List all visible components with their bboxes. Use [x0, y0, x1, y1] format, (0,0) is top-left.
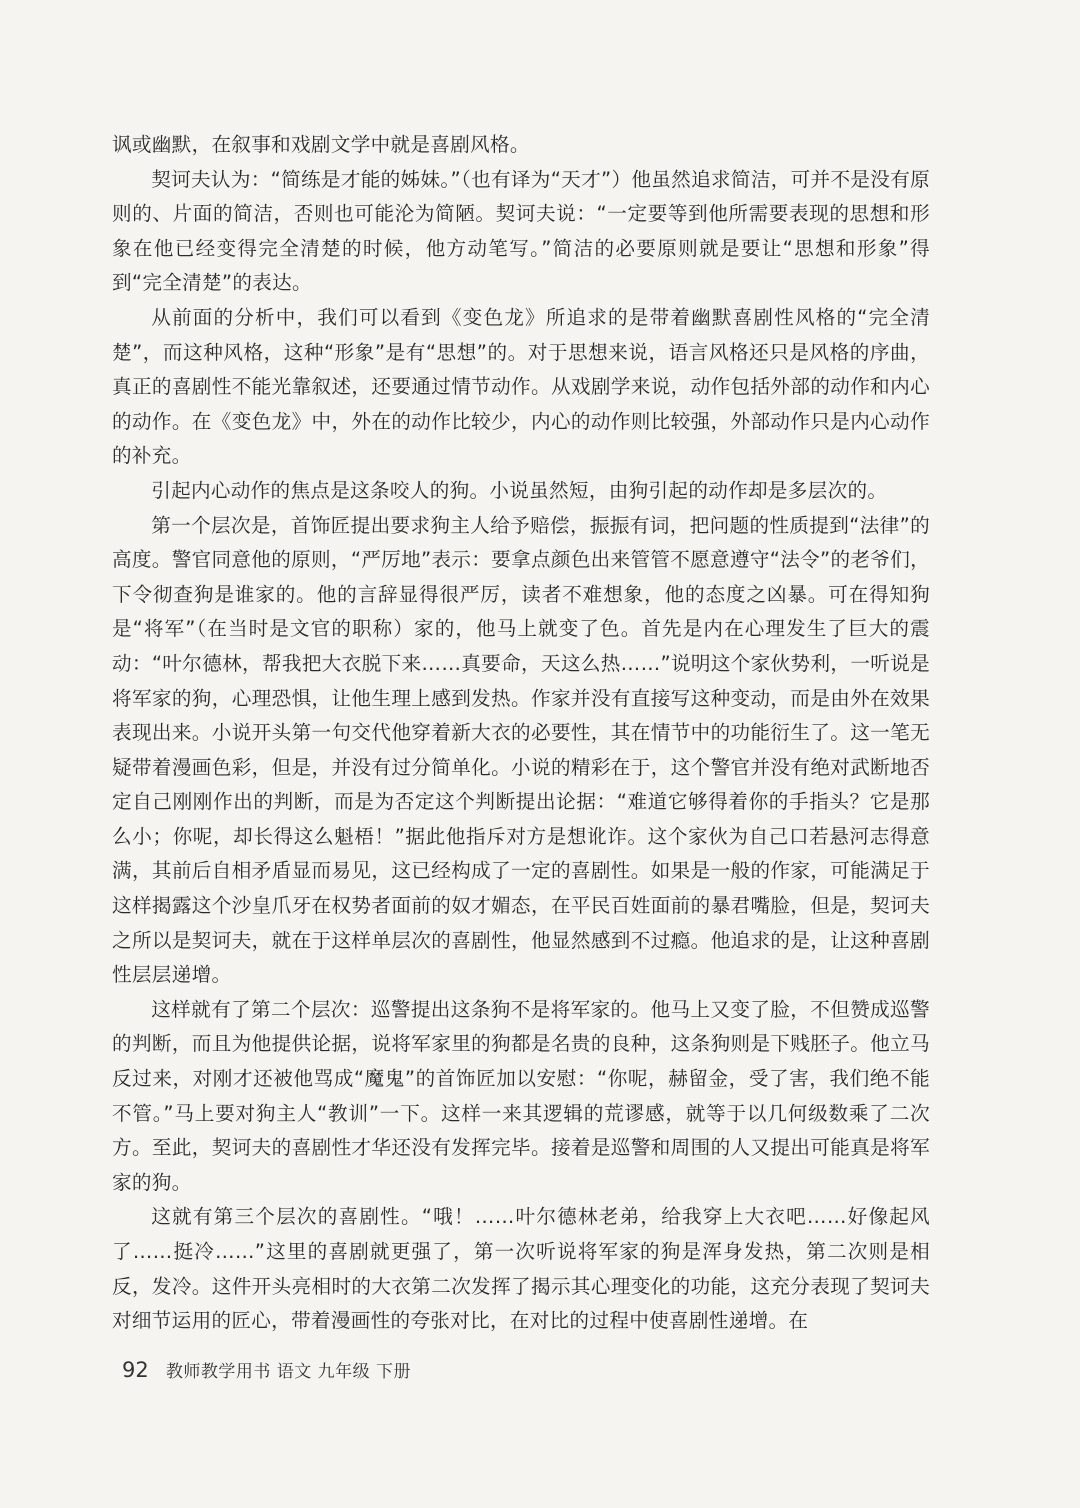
body-text — [112, 128, 930, 1339]
page-footer — [122, 1357, 411, 1382]
paragraph-2: 契诃夫认为：“简练是才能的姊妹。”（也有译为“天才”）他虽然追求简洁，可并不是没有原则的、片面的简洁，否则也可能沦为简陋。契诃夫说：“一定要等到他所需要表现的思想和形象在他已经变得完全清楚的时候，他方动笔写。”简洁的必要原则就是要让“思想和形象”得到“完全清楚”的表达。 — [112, 167, 930, 295]
paragraph-7: 这就有第三个层次的喜剧性。“哦！……叶尔德林老弟，给我穿上大衣吧……好像起风了……挺冷……”这里的喜剧就更强了，第一次听说将军家的狗是浑身发热，第二次则是相反，发冷。这件开头亮相时的大衣第二次发挥了揭示其心理变化的功能，这充分表现了契诃夫对细节运用的匠心，带着漫画性的夸张对比，在对比的过程中使喜剧性递增。在 — [112, 1205, 930, 1333]
paragraph-1: 讽或幽默，在叙事和戏剧文学中就是喜剧风格。 — [112, 133, 530, 156]
paragraph-5: 第一个层次是，首饰匠提出要求狗主人给予赔偿，振振有词，把问题的性质提到“法律”的高度。警官同意他的原则，“严厉地”表示：要拿点颜色出来管管不愿意遵守“法令”的老爷们，下令彻查狗是谁家的。他的言辞显得很严厉，读者不难想象，他的态度之凶暴。可在得知狗是“将军”（在当时是文官的职称）家的，他马上就变了色。首先是内在心理发生了巨大的震动：“叶尔德林，帮我把大衣脱下来……真要命，天这么热……”说明这个家伙势利，一听说是将军家的狗，心理恐惧，让他生理上感到发热。作家并没有直接写这种变动，而是由外在效果表现出来。小说开头第一句交代他穿着新大衣的必要性，其在情节中的功能衍生了。这一笔无疑带着漫画色彩，但是，并没有过分简单化。小说的精彩在于，这个警官并没有绝对武断地否定自己刚刚作出的判断，而是为否定这个判断提出论据：“难道它够得着你的手指头？它是那么小；你呢，却长得这么魁梧！”据此他指斥对方是想讹诈。这个家伙为自己口若悬河志得意满，其前后自相矛盾显而易见，这已经构成了一定的喜剧性。如果是一般的作家，可能满足于这样揭露这个沙皇爪牙在权势者面前的奴才媚态，在平民百姓面前的暴君嘴脸，但是，契诃夫之所以是契诃夫，就在于这样单层次的喜剧性，他显然感到不过瘾。他追求的是，让这种喜剧性层层递增。 — [112, 513, 930, 987]
page-number: 92 — [122, 1358, 149, 1382]
paragraph-3: 从前面的分析中，我们可以看到《变色龙》所追求的是带着幽默喜剧性风格的“完全清楚”，而这种风格，这种“形象”是有“思想”的。对于思想来说，语言风格还只是风格的序曲，真正的喜剧性不能光靠叙述，还要通过情节动作。从戏剧学来说，动作包括外部的动作和内心的动作。在《变色龙》中，外在的动作比较少，内心的动作则比较强，外部动作只是内心动作的补充。 — [112, 305, 930, 468]
paragraph-4: 引起内心动作的焦点是这条咬人的狗。小说虽然短，由狗引起的动作却是多层次的。 — [151, 478, 888, 502]
paragraph-6: 这样就有了第二个层次：巡警提出这条狗不是将军家的。他马上又变了脸，不但赞成巡警的判断，而且为他提供论据，说将军家里的狗都是名贵的良种，这条狗则是下贱胚子。他立马反过来，对刚才还被他骂成“魔鬼”的首饰匠加以安慰：“你呢，赫留金，受了害，我们绝不能不管。”马上要对狗主人“教训”一下。这样一来其逻辑的荒谬感，就等于以几何级数乘了二次方。至此，契诃夫的喜剧性才华还没有发挥完毕。接着是巡警和周围的人又提出可能真是将军家的狗。 — [112, 997, 930, 1194]
book-title: 教师教学用书 语文 九年级 下册 — [165, 1362, 412, 1382]
